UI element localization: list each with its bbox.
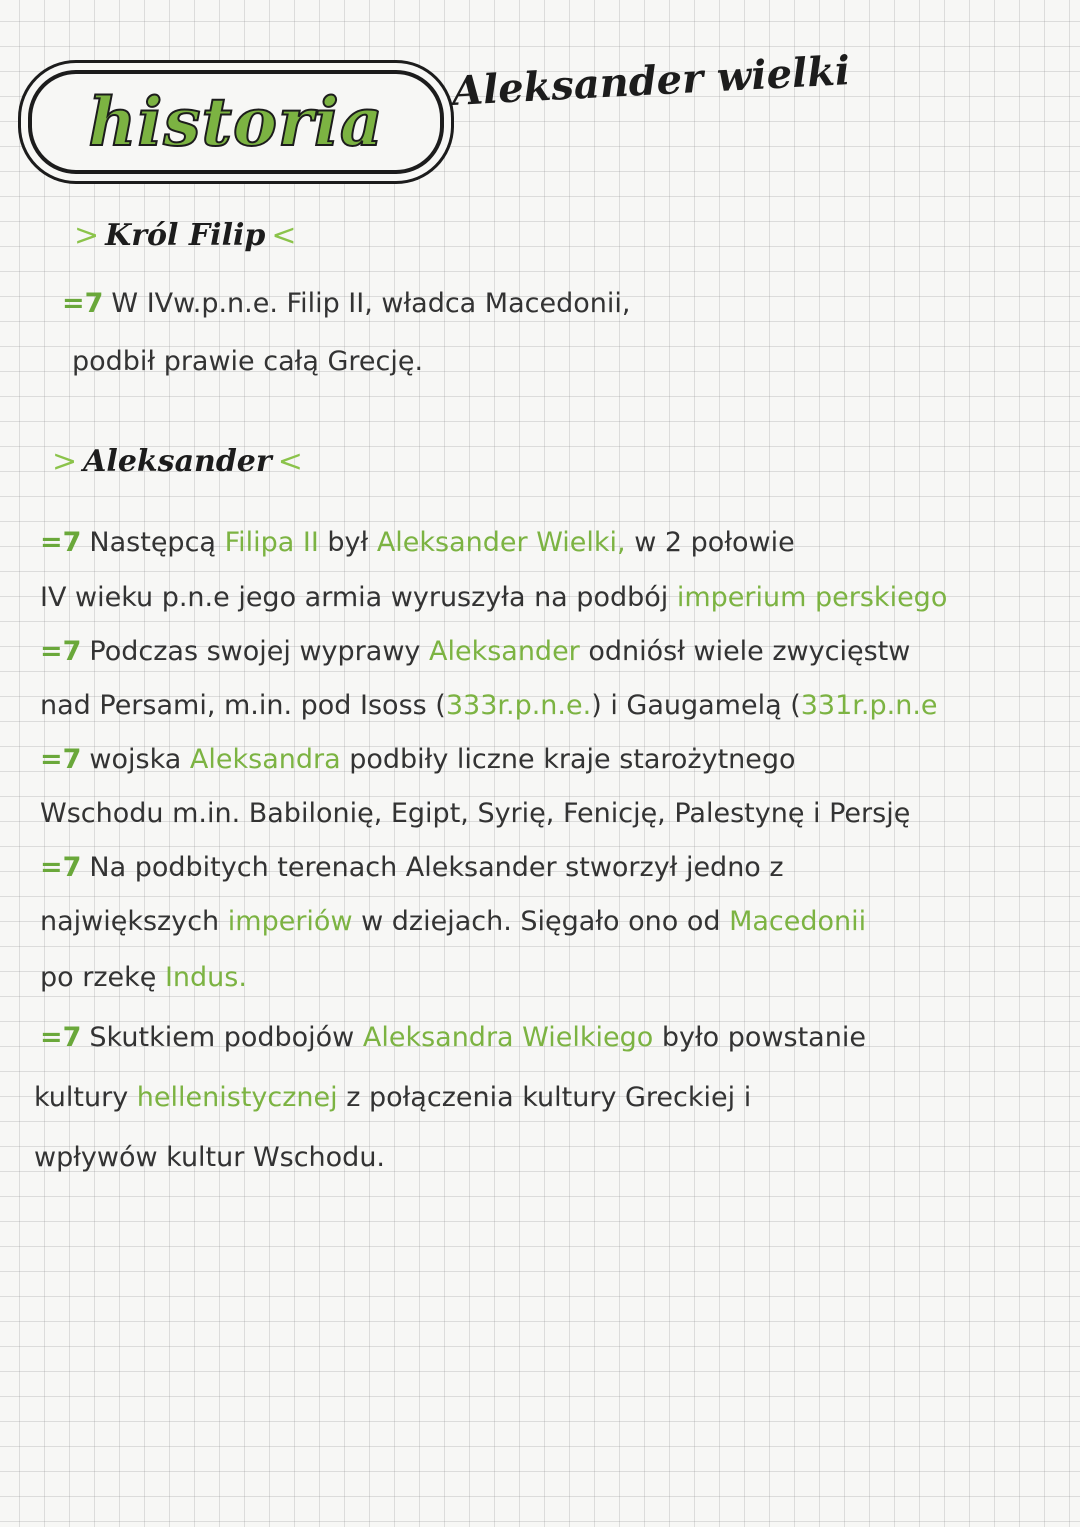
text-span: było powstanie (661, 1022, 866, 1053)
text-span: IV wieku p.n.e jego armia wyruszyła na podbój (40, 582, 669, 613)
text-span: ) i Gaugamelą ( (591, 690, 801, 721)
sparkle-icon: < (271, 218, 297, 253)
highlight-span: 331r.p.n.e (800, 690, 938, 721)
text-span: Następcą (89, 527, 216, 558)
highlight-span: imperiów (227, 906, 353, 937)
text-span: Na podbitych terenach Aleksander stworzył jedno z (89, 852, 784, 883)
text-line (34, 1142, 385, 1173)
text-line (40, 1022, 866, 1053)
heading-aleksander (46, 444, 309, 479)
text-span: odniósł wiele zwycięstw (588, 636, 911, 667)
text-line (40, 906, 866, 937)
subject-title: Aleksander wielki (450, 47, 852, 115)
arrow-icon: =7 (40, 527, 82, 558)
text-span: wpływów kultur Wschodu. (34, 1142, 386, 1173)
highlight-span: 333r.p.n.e. (445, 690, 592, 721)
text-span: w dziejach. Sięgało ono od (361, 906, 721, 937)
text-line (40, 690, 938, 721)
arrow-icon: =7 (40, 852, 82, 883)
text-span: wojska (89, 744, 182, 775)
text-span: Skutkiem podbojów (89, 1022, 355, 1053)
text-line (62, 288, 630, 319)
text-span: po rzekę (40, 962, 157, 993)
text-line (34, 1082, 751, 1113)
highlight-span: Aleksandra (189, 744, 341, 775)
text-line (72, 346, 423, 377)
arrow-icon: =7 (40, 744, 82, 775)
text-span: Wschodu m.in. Babilonię, Egipt, Syrię, Fenicję, Palestynę i Persję (40, 798, 911, 829)
text-span: podbiły liczne kraje starożytnego (349, 744, 796, 775)
text-span: Podczas swojej wyprawy (89, 636, 421, 667)
arrow-icon: =7 (62, 288, 104, 319)
text-span: największych (40, 906, 220, 937)
heading-filip (68, 218, 302, 253)
title-badge (28, 70, 444, 174)
highlight-span: Filipa II (224, 527, 319, 558)
text-line (40, 962, 247, 993)
sparkle-icon: > (52, 444, 78, 479)
page-title: historia (88, 83, 384, 161)
sparkle-icon: < (277, 444, 303, 479)
sparkle-icon: > (74, 218, 100, 253)
arrow-icon: =7 (40, 636, 82, 667)
text-line (40, 744, 796, 775)
text-line (40, 852, 784, 883)
text-line (40, 798, 910, 829)
highlight-span: Aleksander Wielki, (376, 527, 626, 558)
text-span: W IVw.p.n.e. Filip II, władca Macedonii, (111, 288, 631, 319)
text-span: kultury (34, 1082, 129, 1113)
highlight-span: Aleksandra Wielkiego (362, 1022, 654, 1053)
arrow-icon: =7 (40, 1022, 82, 1053)
text-span: podbił prawie całą Grecję. (72, 346, 424, 377)
text-line (40, 527, 795, 558)
text-line (40, 582, 947, 613)
highlight-span: Indus. (164, 962, 247, 993)
highlight-span: Macedonii (729, 906, 867, 937)
text-span: w 2 połowie (634, 527, 795, 558)
heading-aleksander-label: Aleksander (83, 444, 272, 479)
highlight-span: hellenistycznej (136, 1082, 338, 1113)
heading-filip-label: Król Filip (105, 218, 266, 253)
highlight-span: Aleksander (428, 636, 580, 667)
text-span: z połączenia kultury Greckiej i (346, 1082, 752, 1113)
text-line (40, 636, 910, 667)
text-span: nad Persami, m.in. pod Isoss ( (40, 690, 446, 721)
text-span: był (327, 527, 369, 558)
highlight-span: imperium perskiego (676, 582, 948, 613)
